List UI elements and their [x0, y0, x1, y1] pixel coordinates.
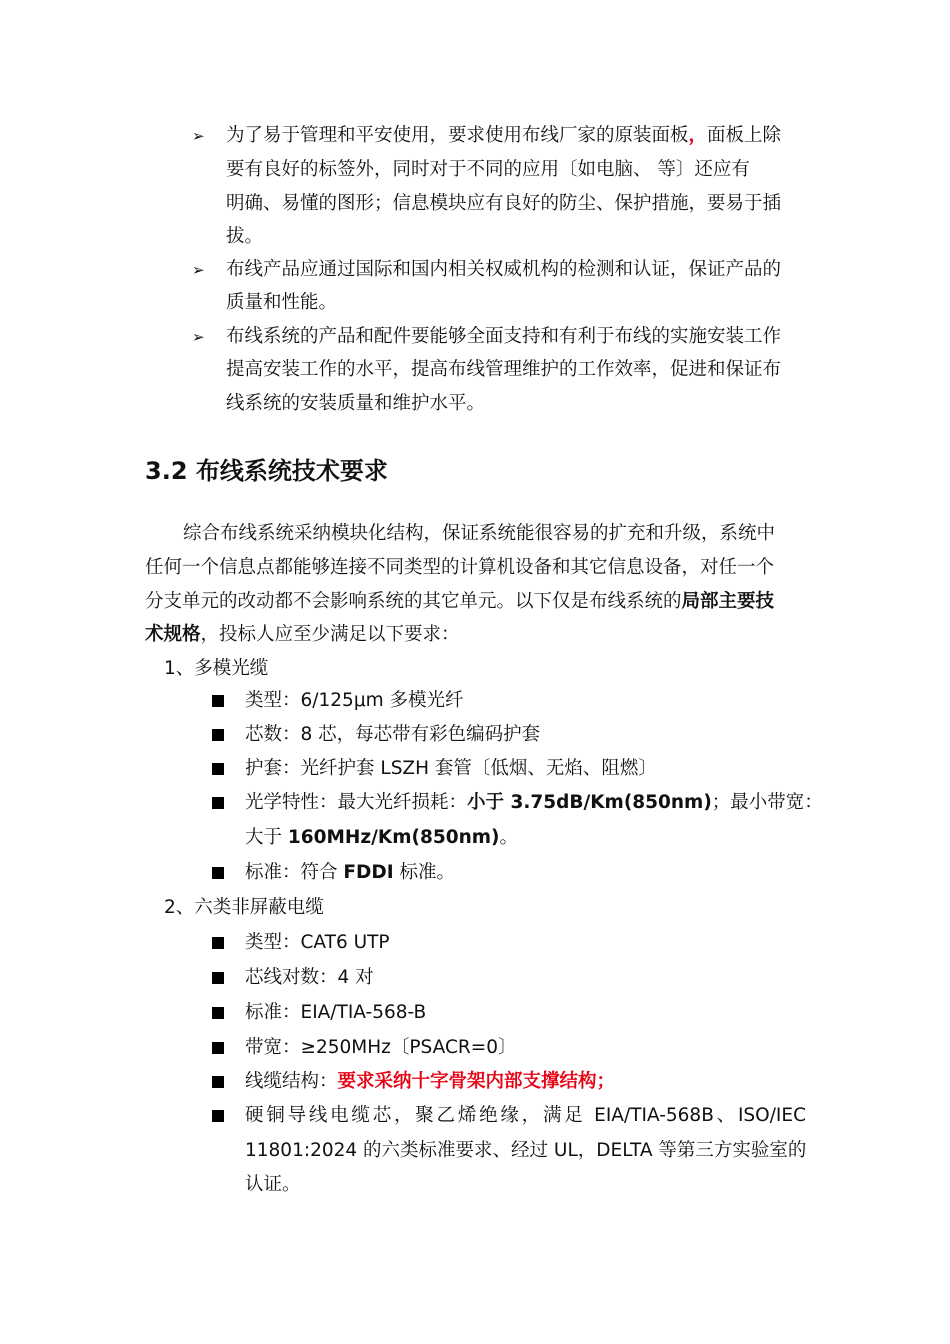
- square-bullet-icon: [212, 1076, 224, 1088]
- section-heading: 3.2 布线系统技术要求: [145, 457, 388, 485]
- bullet-3-line-3: 线系统的安装质量和维护水平。: [226, 393, 486, 414]
- list-item-continuation: 11801:2024 的六类标准要求、经过 UL，DELTA 等第三方实验室的: [245, 1140, 807, 1161]
- square-bullet-icon: [212, 797, 224, 809]
- bullet-2-line-1: 布线产品应通过国际和国内相关权威机构的检测和认证，保证产品的: [226, 259, 782, 280]
- list-item: 带宽：≥250MHz〔PSACR=0〕: [245, 1037, 517, 1058]
- list-item: 标准：符合 FDDI 标准。: [245, 862, 456, 883]
- arrow-bullet-icon: ➢: [192, 127, 205, 145]
- square-bullet-icon: [212, 1007, 224, 1019]
- square-bullet-icon: [212, 763, 224, 775]
- intro-line-4: 术规格，投标人应至少满足以下要求：: [145, 624, 460, 645]
- square-bullet-icon: [212, 695, 224, 707]
- square-bullet-icon: [212, 729, 224, 741]
- list-item: 光学特性：最大光纤损耗：小于 3.75dB/Km(850nm)；最小带宽：: [245, 792, 823, 813]
- arrow-bullet-icon: ➢: [192, 261, 205, 279]
- square-bullet-icon: [212, 972, 224, 984]
- list-item: 标准：EIA/TIA-568-B: [245, 1002, 427, 1023]
- list-item: 护套：光纤护套 LSZH 套管〔低烟、无焰、阻燃〕: [245, 758, 657, 779]
- list-item: 类型：6/125μm 多模光纤: [245, 690, 464, 711]
- intro-line-1: 综合布线系统采纳模块化结构，保证系统能很容易的扩充和升级，系统中: [183, 523, 776, 544]
- square-bullet-icon: [212, 1042, 224, 1054]
- list-item: 芯线对数：4 对: [245, 967, 374, 988]
- list-item: 芯数：8 芯，每芯带有彩色编码护套: [245, 724, 541, 745]
- bullet-1-line-2: 要有良好的标签外，同时对于不同的应用〔如电脑、 等〕还应有: [226, 159, 750, 180]
- square-bullet-icon: [212, 1110, 224, 1122]
- list-item: 硬铜导线电缆芯，聚乙烯绝缘，满足 EIA/TIA-568B、ISO/IEC: [245, 1105, 806, 1126]
- intro-line-3: 分支单元的改动都不会影响系统的其它单元。以下仅是布线系统的局部主要技: [145, 591, 775, 612]
- bullet-2-line-2: 质量和性能。: [226, 292, 338, 313]
- bullet-3-line-2: 提高安装工作的水平，提高布线管理维护的工作效率，促进和保证布: [226, 359, 782, 380]
- square-bullet-icon: [212, 937, 224, 949]
- bullet-1-line-1: 为了易于管理和平安使用，要求使用布线厂家的原装面板，面板上除: [226, 125, 782, 146]
- list-item: 线缆结构：要求采纳十字骨架内部支撑结构；: [245, 1071, 616, 1092]
- bullet-1-line-4: 拔。: [226, 226, 264, 247]
- bullet-3-line-1: 布线系统的产品和配件要能够全面支持和有利于布线的实施安装工作: [226, 326, 782, 347]
- square-bullet-icon: [212, 867, 224, 879]
- bullet-1-line-3: 明确、易懂的图形；信息模块应有良好的防尘、保护措施，要易于插: [226, 193, 782, 214]
- section-1-title: 1、多模光缆: [164, 658, 269, 679]
- intro-line-2: 任何一个信息点都能够连接不同类型的计算机设备和其它信息设备，对任一个: [145, 557, 775, 578]
- list-item-continuation: 大于 160MHz/Km(850nm)。: [245, 827, 519, 848]
- arrow-bullet-icon: ➢: [192, 328, 205, 346]
- section-2-title: 2、六类非屏蔽电缆: [164, 897, 324, 918]
- list-item: 类型：CAT6 UTP: [245, 932, 390, 953]
- list-item-continuation: 认证。: [245, 1174, 301, 1195]
